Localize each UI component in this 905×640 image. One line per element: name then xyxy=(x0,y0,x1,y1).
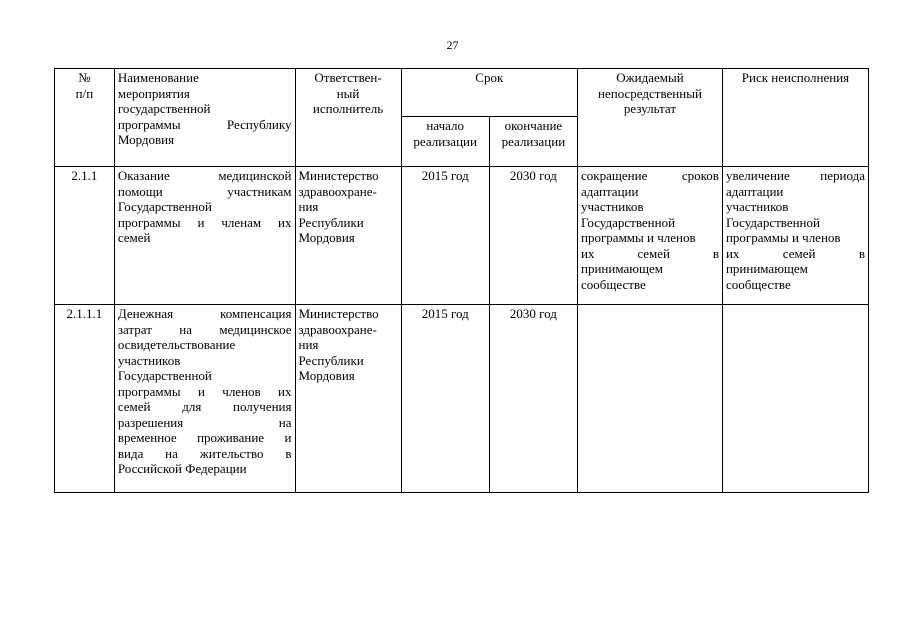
cell-num: 2.1.1 xyxy=(55,167,115,305)
cell-num: 2.1.1.1 xyxy=(55,305,115,493)
header-result: Ожидаемый непосредственный результат xyxy=(578,69,723,167)
cell-responsible: Министерство здравоохране- ния Республики Мордовия xyxy=(295,167,401,305)
cell-result xyxy=(578,305,723,493)
header-num: № п/п xyxy=(55,69,115,167)
header-name: Наименование мероприятия государственной программы Республику Мордовия xyxy=(114,69,295,167)
cell-start: 2015 год xyxy=(401,167,489,305)
cell-end: 2030 год xyxy=(489,305,577,493)
page-number: 27 xyxy=(446,38,459,52)
header-start: начало реализации xyxy=(401,117,489,167)
cell-responsible: Министерство здравоохране- ния Республики Мордовия xyxy=(295,305,401,493)
cell-name: Оказание медицинской помощи участникам Государственной программы и членам их семей xyxy=(114,167,295,305)
cell-risk xyxy=(722,305,868,493)
cell-result: сокращение сроков адаптации участников Государственной программы и членов их семей в принимающем сообществе xyxy=(578,167,723,305)
header-responsible: Ответствен- ный исполнитель xyxy=(295,69,401,167)
cell-risk: увеличение периода адаптации участников Государственной программы и членов их семей в принимающем сообществе xyxy=(722,167,868,305)
header-risk: Риск неисполнения xyxy=(722,69,868,167)
cell-start: 2015 год xyxy=(401,305,489,493)
cell-end: 2030 год xyxy=(489,167,577,305)
table-row xyxy=(55,167,869,305)
cell-name: Денежная компенсация затрат на медицинское освидетельствование участников Государственной программы и членов их семей для получения разрешения на временное проживание и вида на жительство в Российской Федерации xyxy=(114,305,295,493)
header-term: Срок xyxy=(401,69,577,117)
header-end: окончание реализации xyxy=(489,117,577,167)
program-table xyxy=(54,68,869,493)
table-row xyxy=(55,305,869,493)
